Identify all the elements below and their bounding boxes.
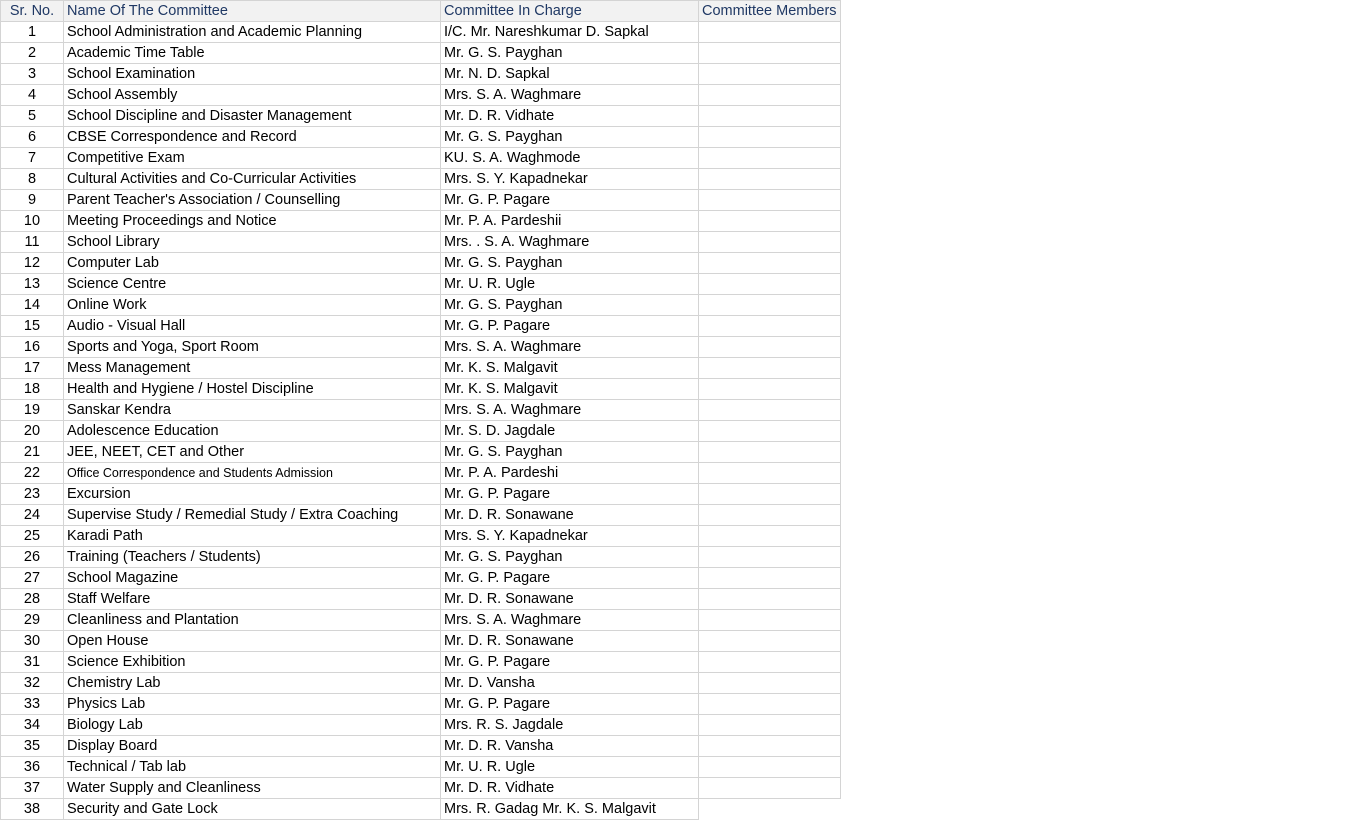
cell-committee-members xyxy=(699,148,841,169)
cell-committee-members xyxy=(699,757,841,778)
cell-committee-name: CBSE Correspondence and Record xyxy=(64,127,441,148)
cell-committee-name: School Administration and Academic Planning xyxy=(64,22,441,43)
table-row xyxy=(1,652,841,673)
cell-committee-members xyxy=(699,715,841,736)
table-row xyxy=(1,442,841,463)
cell-committee-in-charge: Mrs. S. A. Waghmare xyxy=(441,610,699,631)
cell-committee-name: Biology Lab xyxy=(64,715,441,736)
cell-sr-no: 26 xyxy=(1,547,64,568)
cell-sr-no: 14 xyxy=(1,295,64,316)
table-row xyxy=(1,547,841,568)
cell-sr-no: 9 xyxy=(1,190,64,211)
table-row xyxy=(1,463,841,484)
cell-committee-name: Staff Welfare xyxy=(64,589,441,610)
cell-committee-in-charge: Mr. D. R. Vidhate xyxy=(441,778,699,799)
cell-sr-no: 20 xyxy=(1,421,64,442)
cell-committee-in-charge: Mr. D. R. Vidhate xyxy=(441,106,699,127)
table-row xyxy=(1,85,841,106)
cell-sr-no: 22 xyxy=(1,463,64,484)
cell-committee-name: Training (Teachers / Students) xyxy=(64,547,441,568)
cell-sr-no: 35 xyxy=(1,736,64,757)
cell-committee-in-charge: Mr. G. S. Payghan xyxy=(441,43,699,64)
cell-committee-members xyxy=(699,421,841,442)
cell-committee-name: Sports and Yoga, Sport Room xyxy=(64,337,441,358)
table-row xyxy=(1,421,841,442)
cell-committee-in-charge: Mr. G. S. Payghan xyxy=(441,127,699,148)
cell-committee-name: Chemistry Lab xyxy=(64,673,441,694)
cell-committee-in-charge: Mr. G. P. Pagare xyxy=(441,484,699,505)
cell-sr-no: 24 xyxy=(1,505,64,526)
cell-committee-members xyxy=(699,799,841,820)
cell-sr-no: 4 xyxy=(1,85,64,106)
cell-sr-no: 31 xyxy=(1,652,64,673)
cell-sr-no: 30 xyxy=(1,631,64,652)
table-row xyxy=(1,148,841,169)
cell-sr-no: 33 xyxy=(1,694,64,715)
cell-committee-members xyxy=(699,232,841,253)
cell-committee-members xyxy=(699,694,841,715)
cell-committee-members xyxy=(699,295,841,316)
cell-committee-name: Online Work xyxy=(64,295,441,316)
cell-sr-no: 1 xyxy=(1,22,64,43)
cell-sr-no: 16 xyxy=(1,337,64,358)
table-row xyxy=(1,568,841,589)
cell-committee-in-charge: Mr. P. A. Pardeshi xyxy=(441,463,699,484)
cell-committee-in-charge: Mr. G. P. Pagare xyxy=(441,568,699,589)
cell-committee-name: Physics Lab xyxy=(64,694,441,715)
cell-sr-no: 12 xyxy=(1,253,64,274)
table-row xyxy=(1,589,841,610)
cell-sr-no: 2 xyxy=(1,43,64,64)
cell-committee-in-charge: Mr. N. D. Sapkal xyxy=(441,64,699,85)
cell-committee-members xyxy=(699,211,841,232)
cell-committee-in-charge: Mrs. S. Y. Kapadnekar xyxy=(441,169,699,190)
cell-committee-in-charge: Mr. G. S. Payghan xyxy=(441,547,699,568)
cell-committee-in-charge: Mr. G. P. Pagare xyxy=(441,190,699,211)
cell-committee-members xyxy=(699,358,841,379)
cell-committee-in-charge: Mr. K. S. Malgavit xyxy=(441,379,699,400)
cell-sr-no: 27 xyxy=(1,568,64,589)
table-row xyxy=(1,694,841,715)
cell-sr-no: 23 xyxy=(1,484,64,505)
cell-committee-members xyxy=(699,568,841,589)
cell-committee-name: Water Supply and Cleanliness xyxy=(64,778,441,799)
cell-committee-in-charge: Mr. P. A. Pardeshii xyxy=(441,211,699,232)
cell-committee-name: School Discipline and Disaster Management xyxy=(64,106,441,127)
table-row xyxy=(1,505,841,526)
cell-committee-in-charge: Mr. D. R. Sonawane xyxy=(441,589,699,610)
table-row xyxy=(1,190,841,211)
cell-committee-name: School Examination xyxy=(64,64,441,85)
cell-committee-members xyxy=(699,22,841,43)
cell-committee-members xyxy=(699,610,841,631)
cell-committee-in-charge: Mr. G. S. Payghan xyxy=(441,442,699,463)
header-committee-in-charge: Committee In Charge xyxy=(441,1,699,22)
table-row xyxy=(1,358,841,379)
cell-committee-name: Security and Gate Lock xyxy=(64,799,441,820)
cell-committee-members xyxy=(699,85,841,106)
cell-committee-in-charge: Mr. G. P. Pagare xyxy=(441,316,699,337)
cell-committee-name: Open House xyxy=(64,631,441,652)
cell-committee-name: School Magazine xyxy=(64,568,441,589)
table-row xyxy=(1,799,841,820)
table-row xyxy=(1,715,841,736)
cell-committee-members xyxy=(699,127,841,148)
cell-committee-members xyxy=(699,631,841,652)
table-row xyxy=(1,673,841,694)
cell-committee-name: Cultural Activities and Co-Curricular Activities xyxy=(64,169,441,190)
table-row xyxy=(1,22,841,43)
table-row xyxy=(1,169,841,190)
cell-committee-name: School Library xyxy=(64,232,441,253)
cell-committee-name: Supervise Study / Remedial Study / Extra Coaching xyxy=(64,505,441,526)
cell-committee-in-charge: Mr. G. S. Payghan xyxy=(441,253,699,274)
cell-committee-name: Computer Lab xyxy=(64,253,441,274)
cell-sr-no: 5 xyxy=(1,106,64,127)
cell-committee-name: School Assembly xyxy=(64,85,441,106)
table-row xyxy=(1,274,841,295)
cell-committee-members xyxy=(699,484,841,505)
cell-committee-in-charge: Mr. U. R. Ugle xyxy=(441,757,699,778)
table-row xyxy=(1,778,841,799)
cell-committee-members xyxy=(699,169,841,190)
cell-committee-members xyxy=(699,316,841,337)
cell-committee-in-charge: Mrs. R. Gadag Mr. K. S. Malgavit xyxy=(441,799,699,820)
table-row xyxy=(1,211,841,232)
cell-committee-members xyxy=(699,736,841,757)
cell-sr-no: 28 xyxy=(1,589,64,610)
cell-sr-no: 25 xyxy=(1,526,64,547)
cell-sr-no: 8 xyxy=(1,169,64,190)
cell-committee-in-charge: Mr. G. S. Payghan xyxy=(441,295,699,316)
cell-committee-members xyxy=(699,379,841,400)
cell-committee-in-charge: Mr. U. R. Ugle xyxy=(441,274,699,295)
cell-committee-in-charge: KU. S. A. Waghmode xyxy=(441,148,699,169)
cell-committee-members xyxy=(699,526,841,547)
table-row xyxy=(1,43,841,64)
cell-committee-members xyxy=(699,589,841,610)
cell-committee-members xyxy=(699,64,841,85)
cell-committee-members xyxy=(699,253,841,274)
cell-committee-name: JEE, NEET, CET and Other xyxy=(64,442,441,463)
cell-committee-members xyxy=(699,106,841,127)
cell-committee-name: Competitive Exam xyxy=(64,148,441,169)
cell-committee-in-charge: Mr. D. R. Sonawane xyxy=(441,631,699,652)
cell-sr-no: 10 xyxy=(1,211,64,232)
cell-committee-members xyxy=(699,505,841,526)
cell-sr-no: 7 xyxy=(1,148,64,169)
cell-sr-no: 37 xyxy=(1,778,64,799)
table-row xyxy=(1,526,841,547)
cell-committee-name: Academic Time Table xyxy=(64,43,441,64)
cell-sr-no: 3 xyxy=(1,64,64,85)
table-row xyxy=(1,64,841,85)
table-row xyxy=(1,484,841,505)
cell-sr-no: 38 xyxy=(1,799,64,820)
cell-committee-name: Audio - Visual Hall xyxy=(64,316,441,337)
cell-committee-name: Parent Teacher's Association / Counselling xyxy=(64,190,441,211)
cell-committee-members xyxy=(699,274,841,295)
cell-sr-no: 29 xyxy=(1,610,64,631)
cell-committee-in-charge: Mrs. S. A. Waghmare xyxy=(441,85,699,106)
cell-committee-members xyxy=(699,778,841,799)
cell-sr-no: 13 xyxy=(1,274,64,295)
cell-committee-name: Adolescence Education xyxy=(64,421,441,442)
cell-committee-name: Sanskar Kendra xyxy=(64,400,441,421)
cell-sr-no: 6 xyxy=(1,127,64,148)
cell-committee-members xyxy=(699,190,841,211)
table-row xyxy=(1,736,841,757)
header-sr-no: Sr. No. xyxy=(1,1,64,22)
table-row xyxy=(1,295,841,316)
cell-committee-in-charge: Mr. G. P. Pagare xyxy=(441,652,699,673)
cell-committee-in-charge: Mrs. . S. A. Waghmare xyxy=(441,232,699,253)
cell-committee-members xyxy=(699,43,841,64)
table-row xyxy=(1,610,841,631)
cell-committee-name: Cleanliness and Plantation xyxy=(64,610,441,631)
cell-committee-members xyxy=(699,442,841,463)
cell-committee-name: Karadi Path xyxy=(64,526,441,547)
cell-sr-no: 32 xyxy=(1,673,64,694)
cell-committee-name: Display Board xyxy=(64,736,441,757)
cell-sr-no: 21 xyxy=(1,442,64,463)
cell-committee-in-charge: Mr. G. P. Pagare xyxy=(441,694,699,715)
cell-committee-name: Technical / Tab lab xyxy=(64,757,441,778)
cell-committee-in-charge: Mr. D. R. Sonawane xyxy=(441,505,699,526)
cell-committee-members xyxy=(699,337,841,358)
cell-committee-members xyxy=(699,673,841,694)
cell-sr-no: 36 xyxy=(1,757,64,778)
cell-committee-in-charge: Mrs. S. A. Waghmare xyxy=(441,337,699,358)
cell-committee-members xyxy=(699,400,841,421)
table-row xyxy=(1,757,841,778)
table-row xyxy=(1,106,841,127)
cell-committee-in-charge: Mr. K. S. Malgavit xyxy=(441,358,699,379)
cell-committee-name: Health and Hygiene / Hostel Discipline xyxy=(64,379,441,400)
cell-committee-in-charge: Mr. D. Vansha xyxy=(441,673,699,694)
cell-sr-no: 11 xyxy=(1,232,64,253)
cell-sr-no: 18 xyxy=(1,379,64,400)
cell-sr-no: 19 xyxy=(1,400,64,421)
cell-sr-no: 15 xyxy=(1,316,64,337)
cell-committee-name: Meeting Proceedings and Notice xyxy=(64,211,441,232)
cell-committee-members xyxy=(699,463,841,484)
table-row xyxy=(1,631,841,652)
cell-committee-name: Office Correspondence and Students Admission xyxy=(64,463,441,484)
cell-committee-in-charge: Mrs. S. Y. Kapadnekar xyxy=(441,526,699,547)
table-row xyxy=(1,379,841,400)
cell-committee-in-charge: I/C. Mr. Nareshkumar D. Sapkal xyxy=(441,22,699,43)
cell-committee-name: Excursion xyxy=(64,484,441,505)
table-row xyxy=(1,253,841,274)
table-row xyxy=(1,337,841,358)
table-body xyxy=(1,22,841,820)
cell-sr-no: 34 xyxy=(1,715,64,736)
table-row xyxy=(1,127,841,148)
cell-committee-name: Science Centre xyxy=(64,274,441,295)
cell-committee-members xyxy=(699,547,841,568)
cell-committee-in-charge: Mr. D. R. Vansha xyxy=(441,736,699,757)
cell-committee-name: Science Exhibition xyxy=(64,652,441,673)
cell-committee-name: Mess Management xyxy=(64,358,441,379)
table-row xyxy=(1,232,841,253)
cell-committee-in-charge: Mr. S. D. Jagdale xyxy=(441,421,699,442)
header-row xyxy=(1,1,841,22)
table-row xyxy=(1,316,841,337)
header-committee-members: Committee Members xyxy=(699,1,841,22)
header-committee-name: Name Of The Committee xyxy=(64,1,441,22)
cell-sr-no: 17 xyxy=(1,358,64,379)
cell-committee-in-charge: Mrs. R. S. Jagdale xyxy=(441,715,699,736)
cell-committee-members xyxy=(699,652,841,673)
cell-committee-in-charge: Mrs. S. A. Waghmare xyxy=(441,400,699,421)
table-row xyxy=(1,400,841,421)
